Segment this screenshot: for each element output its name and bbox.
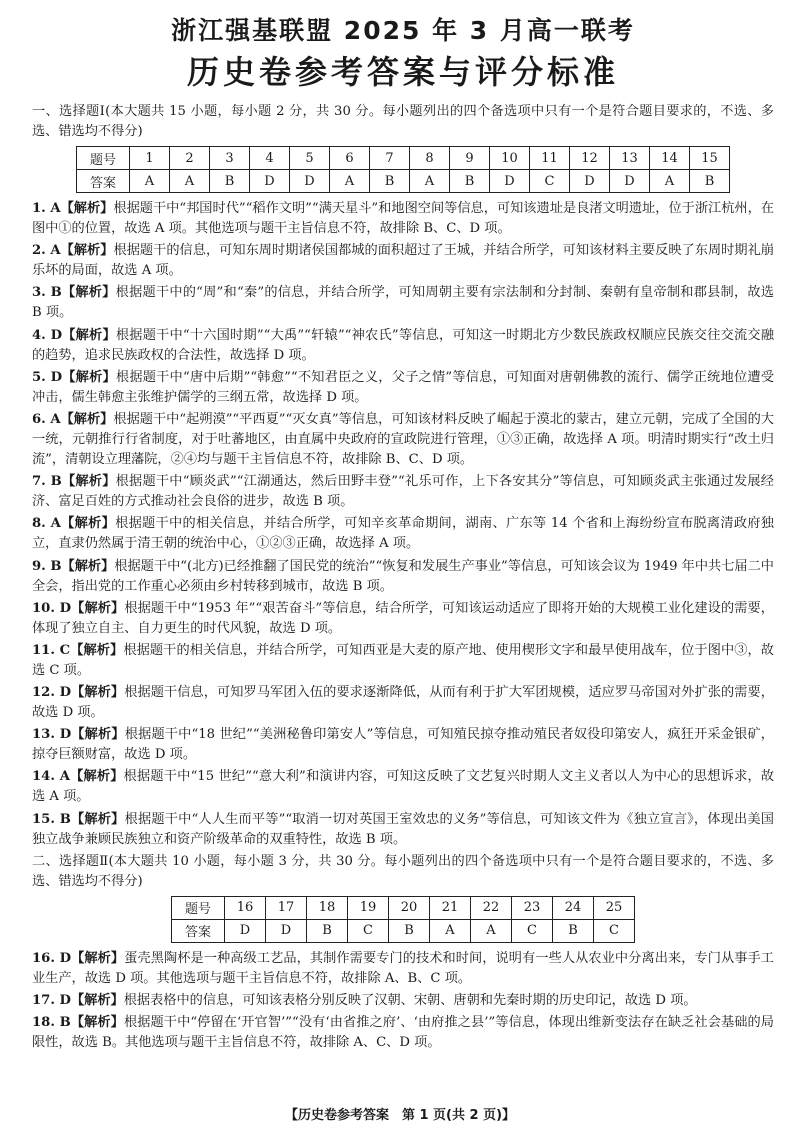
- question-number-cell: 9: [450, 147, 490, 170]
- question-number-cell: 14: [650, 147, 690, 170]
- explanation-text: 根据题干中“(北方)已经推翻了国民党的统治”“恢复和发展生产事业”等信息，可知该会议为 1949 年中共七届二中全会，指出党的工作重心必须由乡村转移到城市，故选 B 项。: [32, 558, 774, 594]
- question-number-cell: 24: [553, 896, 594, 919]
- explanation-item: [32, 326, 774, 366]
- answer-tag: 16. D【解析】: [32, 950, 125, 966]
- answer-cell: A: [471, 919, 512, 942]
- answer-cell: C: [512, 919, 553, 942]
- answer-tag: 4. D【解析】: [32, 327, 116, 343]
- answer-row: [172, 919, 635, 942]
- answer-cell: B: [370, 170, 410, 193]
- question-number-cell: 15: [690, 147, 730, 170]
- explanation-item: [32, 725, 774, 765]
- answer-cell: D: [610, 170, 650, 193]
- question-number-cell: 19: [348, 896, 389, 919]
- question-number-row: [77, 147, 730, 170]
- question-number-cell: 23: [512, 896, 553, 919]
- question-number-cell: 18: [307, 896, 348, 919]
- document-title: 历史卷参考答案与评分标准: [186, 53, 619, 91]
- question-number-cell: 13: [610, 147, 650, 170]
- answer-cell: C: [348, 919, 389, 942]
- answer-cell: B: [690, 170, 730, 193]
- section1-instruction: 一、选择题Ⅰ(本大题共 15 小题，每小题 2 分，共 30 分。每小题列出的四个备选项中只有一个是符合题目要求的，不选、多选、错选均不得分): [32, 104, 774, 139]
- answer-tag: 9. B【解析】: [32, 558, 115, 574]
- explanation-text: 根据表格中的信息，可知该表格分别反映了汉朝、宋朝、唐朝和先秦时期的历史印记，故选 D 项。: [123, 993, 697, 1008]
- explanation-item: [32, 767, 774, 807]
- question-number-cell: 8: [410, 147, 450, 170]
- exam-title: 浙江强基联盟 2025 年 3 月高一联考: [171, 16, 635, 45]
- question-number-cell: 7: [370, 147, 410, 170]
- answer-tag: 6. A【解析】: [32, 411, 114, 427]
- explanation-item: [32, 599, 774, 639]
- answer-cell: C: [594, 919, 635, 942]
- explanation-item: [32, 514, 774, 554]
- explanation-item: [32, 1013, 774, 1053]
- explanation-item: [32, 949, 774, 989]
- explanation-text: 根据题干中“人人生而平等”“取消一切对英国王室效忠的义务”等信息，可知该文件为《独立宣言》，体现出美国独立战争兼顾民族独立和资产阶级革命的双重特性，故选 B 项。: [32, 811, 774, 847]
- explanation-item: [32, 810, 774, 850]
- answer-cell: D: [490, 170, 530, 193]
- explanation-item: [32, 368, 774, 408]
- row-label: 答案: [172, 919, 225, 942]
- question-number-cell: 16: [225, 896, 266, 919]
- explanation-text: 根据题干中的“周”和“秦”的信息，并结合所学，可知周朝主要有宗法制和分封制、秦朝有皇帝制和郡县制，故选 B 项。: [32, 285, 774, 321]
- explanation-text: 根据题干中“邦国时代”“稻作文明”“满天星斗”和地图空间等信息，可知该遗址是良渚文明遗址，位于浙江杭州，在图中①的位置，故选 A 项。其他选项与题干主旨信息不符，故排除 B、C、D 项。: [32, 201, 774, 236]
- explanation-item: [32, 283, 774, 323]
- explanation-item: [32, 557, 774, 597]
- explanation-text: 根据题干中“顾炎武”“江湖通达，然后田野丰登”“礼乐可作，上下各安其分”等信息，可知顾炎武主张通过发展经济、富足百姓的方式推动社会良俗的进步，故选 B 项。: [32, 474, 774, 510]
- section2-instruction: 二、选择题Ⅱ(本大题共 10 小题，每小题 3 分，共 30 分。每小题列出的四个备选项中只有一个是符合题目要求的，不选、多选、错选均不得分): [32, 853, 774, 889]
- explanation-item: [32, 410, 774, 470]
- explanation-text: 根据题干信息，可知罗马军团入伍的要求逐渐降低，从而有利于扩大军团规模，适应罗马帝国对外扩张的需要，故选 D 项。: [32, 685, 774, 721]
- explanation-item: [32, 991, 774, 1011]
- explanation-item: [32, 641, 774, 681]
- question-number-cell: 22: [471, 896, 512, 919]
- answer-tag: 12. D【解析】: [32, 685, 125, 701]
- answer-cell: B: [307, 919, 348, 942]
- answer-tag: 8. A【解析】: [32, 516, 116, 532]
- row-label: 答案: [77, 170, 130, 193]
- question-number-cell: 4: [250, 147, 290, 170]
- answer-row: [77, 170, 730, 193]
- answer-cell: A: [650, 170, 690, 193]
- question-number-cell: 1: [130, 147, 170, 170]
- explanation-item: [32, 472, 774, 512]
- explanation-text: 根据题干中“18 世纪”“美洲秘鲁印第安人”等信息，可知殖民掠夺推动殖民者奴役印第安人，疯狂开采金银矿，掠夺巨额财富，故选 D 项。: [32, 727, 774, 763]
- answer-tag: 13. D【解析】: [32, 727, 125, 743]
- answer-cell: B: [553, 919, 594, 942]
- answer-cell: B: [210, 170, 250, 193]
- answer-tag: 17. D【解析】: [32, 993, 124, 1008]
- answer-cell: B: [450, 170, 490, 193]
- answer-cell: C: [530, 170, 570, 193]
- answer-tag: 5. D【解析】: [32, 369, 116, 385]
- question-number-cell: 21: [430, 896, 471, 919]
- answer-cell: A: [130, 170, 170, 193]
- explanation-text: 根据题干的信息，可知东周时期诸侯国都城的面积超过了王城，并结合所学，可知该材料主要反映了东周时期礼崩乐坏的局面，故选 A 项。: [32, 243, 774, 279]
- answer-cell: D: [570, 170, 610, 193]
- answer-cell: D: [250, 170, 290, 193]
- section2-answer-table: [171, 896, 635, 943]
- question-number-cell: 11: [530, 147, 570, 170]
- answer-tag: 7. B【解析】: [32, 474, 116, 490]
- row-label: 题号: [77, 147, 130, 170]
- explanation-text: 蛋壳黑陶杯是一种高级工艺品，其制作需要专门的技术和时间，说明有一些人从农业中分离出来，专门从事手工业生产，故选 D 项。其他选项与题干主旨信息不符，故排除 A、B、C 项。: [32, 950, 774, 986]
- explanation-text: 根据题干中的相关信息，并结合所学，可知辛亥革命期间，湖南、广东等 14 个省和上海纷纷宣布脱离清政府独立，直隶仍然属于清王朝的统治中心，①②③正确，故选择 A 项。: [32, 516, 774, 552]
- question-number-cell: 20: [389, 896, 430, 919]
- explanation-text: 根据题干中“停留在‘开官智’”“没有‘由省推之府’、‘由府推之县’”等信息，体现出维新变法存在缺乏社会基础的局限性，故选 B。其他选项与题干主旨信息不符，故排除 A、C、D 项。: [32, 1015, 774, 1051]
- explanation-text: 根据题干中“1953 年”“艰苦奋斗”等信息，结合所学，可知该运动适应了即将开始的大规模工业化建设的需要，体现了独立自主、自力更生的时代风貌，故选 D 项。: [32, 600, 774, 636]
- question-number-cell: 3: [210, 147, 250, 170]
- question-number-cell: 5: [290, 147, 330, 170]
- answer-tag: 2. A【解析】: [32, 243, 114, 259]
- section1-explanations: [32, 199, 774, 850]
- section2-explanations: [32, 949, 774, 1053]
- explanation-item: [32, 683, 774, 723]
- page-footer: 【历史卷参考答案 第 1 页(共 2 页)】: [284, 1108, 516, 1123]
- explanation-text: 根据题干的相关信息，并结合所学，可知西亚是大麦的原产地、使用楔形文字和最早使用战车，位于图中③，故选 C 项。: [32, 642, 774, 678]
- explanation-text: 根据题干中“唐中后期”“韩愈”“不知君臣之义，父子之情”等信息，可知面对唐朝佛教的流行、儒学正统地位遭受冲击，儒生韩愈主张维护儒学的三纲五常，故选择 D 项。: [32, 369, 775, 405]
- answer-tag: 11. C【解析】: [32, 642, 124, 658]
- answer-tag: 3. B【解析】: [32, 285, 116, 301]
- answer-cell: A: [430, 919, 471, 942]
- row-label: 题号: [172, 896, 225, 919]
- question-number-cell: 25: [594, 896, 635, 919]
- explanation-text: 根据题干中“起朔漠”“平西夏”“灭女真”等信息，可知该材料反映了崛起于漠北的蒙古，建立元朝，完成了全国的大一统，元朝推行行省制度，对于吐蕃地区，由直属中央政府的宣政院进行管理，①③正确，故选择 A 项。明清时期实行“改土归流”，清朝设立理藩院，②④均与题干主旨信息不符，故排除 B、C、D 项。: [32, 411, 774, 467]
- question-number-row: [172, 896, 635, 919]
- explanation-item: [32, 241, 774, 281]
- answer-cell: A: [410, 170, 450, 193]
- section1-answer-table: [76, 146, 730, 193]
- question-number-cell: 10: [490, 147, 530, 170]
- question-number-cell: 2: [170, 147, 210, 170]
- explanation-text: 根据题干中“15 世纪”“意大利”和演讲内容，可知这反映了文艺复兴时期人文主义者以人为中心的思想诉求，故选 A 项。: [32, 769, 775, 805]
- question-number-cell: 12: [570, 147, 610, 170]
- explanation-item: [32, 199, 774, 239]
- answer-tag: 14. A【解析】: [32, 769, 124, 785]
- question-number-cell: 17: [266, 896, 307, 919]
- answer-tag: 15. B【解析】: [32, 811, 125, 827]
- answer-cell: A: [330, 170, 370, 193]
- answer-tag: 1. A【解析】: [32, 201, 114, 216]
- answer-cell: A: [170, 170, 210, 193]
- answer-tag: 18. B【解析】: [32, 1015, 124, 1031]
- explanation-text: 根据题干中“十六国时期”“大禹”“轩辕”“神农氏”等信息，可知这一时期北方少数民族政权顺应民族交往交流交融的趋势，追求民族政权的合法性，故选择 D 项。: [32, 327, 775, 363]
- answer-cell: B: [389, 919, 430, 942]
- answer-cell: D: [290, 170, 330, 193]
- answer-cell: D: [266, 919, 307, 942]
- answer-cell: D: [225, 919, 266, 942]
- question-number-cell: 6: [330, 147, 370, 170]
- answer-tag: 10. D【解析】: [32, 600, 125, 616]
